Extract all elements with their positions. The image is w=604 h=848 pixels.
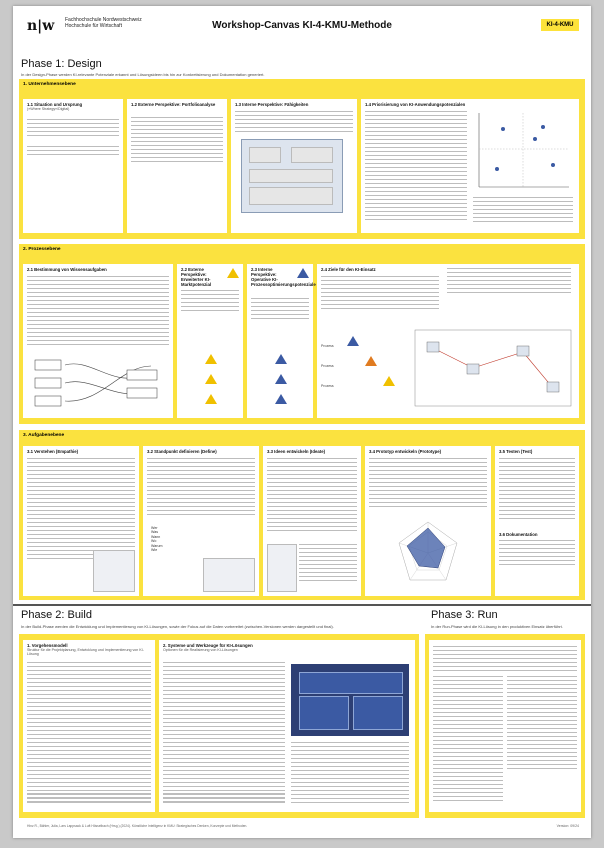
systems-diagram — [291, 664, 409, 736]
card-title: 3.1 Verstehen (Empathie) — [27, 449, 79, 454]
notes-lines — [251, 298, 309, 322]
card-title: 1.1 Situation und Ursprung — [27, 102, 83, 107]
card-title: 1.3 Interne Perspektive: Fähigkeiten — [235, 102, 309, 107]
section3-title: 3. Aufgabenebene — [23, 433, 65, 438]
ki4kmu-badge: KI-4-KMU — [541, 19, 579, 31]
card-title: 3.5 Testen (Test) — [499, 449, 533, 454]
card-vorgehensmodell — [23, 640, 155, 812]
card-testen — [495, 446, 579, 596]
footer-citation: Hinz R., Bähler, Julia, Lars Lappsack & Luft Hösselbach (Hrsg.) (2024). Künstliche Intelligenz in KMU: Strategisches Denken, Konzepte und Methoden. — [27, 824, 248, 828]
process-flow-diagram — [31, 356, 165, 412]
notes-lines — [499, 540, 575, 568]
notes-lines — [369, 458, 487, 510]
card-systeme-werkzeuge — [159, 640, 415, 812]
notes-lines — [433, 676, 503, 804]
ideate-illustration — [267, 544, 297, 592]
notes-lines — [499, 458, 575, 522]
card-title: 3.4 Prototyp entwickeln (Prototype) — [369, 449, 442, 454]
card-subtitle: (»Where Strategy«/Digital) — [27, 107, 70, 111]
card-title: 1. Vorgehensmodell — [27, 643, 68, 648]
card-title: 2.4 Ziele für den KI-Einsatz — [321, 267, 376, 272]
notes-lines — [147, 458, 255, 518]
card-title: 2.2 Externe Perspektive: Erweiterter KI-Marktpotenzial — [181, 267, 212, 287]
define-illustration — [203, 558, 255, 592]
poster-header — [13, 6, 591, 42]
yellow-triangle-icon — [227, 268, 239, 278]
blue-triangle-icon — [275, 374, 287, 384]
yellow-triangle-icon — [205, 354, 217, 364]
radar-chart — [393, 518, 463, 588]
phase2-subtitle: In der Build-Phase werden die Entwicklung und Implementierung von KI-Lösungen, sowie der Fokus auf die Daten vorbereitet (zwischen-Versionen werden dargestellt und final). — [21, 624, 334, 629]
card-subtitle: Optionen für die Realisierung von KI-Lösungen — [163, 648, 238, 652]
notes-lines — [27, 119, 119, 158]
yellow-triangle-icon — [205, 374, 217, 384]
phase-divider — [13, 604, 591, 606]
notes-lines — [473, 197, 573, 225]
card-faehigkeiten — [231, 99, 357, 233]
card-verstehen — [23, 446, 139, 596]
card-marktpotenzial — [177, 264, 243, 418]
priority-matrix — [473, 109, 573, 193]
phase1-subtitle: In der Design-Phase werden KI-relevante Potenziale erkannt und Lösungsideen bis hin zur Konkretisierung und Dokumentation generiert. — [21, 72, 265, 77]
footer-version: Version: 09/24 — [556, 824, 579, 828]
card-prozessoptimierung — [247, 264, 316, 418]
yellow-triangle-icon — [205, 394, 217, 404]
card-ideen — [263, 446, 361, 596]
section-unternehmensebene — [19, 79, 585, 239]
section-aufgabenebene — [19, 430, 585, 600]
notes-lines — [507, 676, 577, 772]
section2-title: 2. Prozessebene — [23, 247, 61, 252]
notes-lines — [299, 544, 357, 584]
card-title: 3.2 Standpunkt definieren (Define) — [147, 449, 217, 454]
documentation-heading: 3.6 Dokumentation — [499, 532, 538, 537]
notes-lines — [433, 646, 577, 674]
notes-lines — [163, 662, 285, 805]
section-prozessebene — [19, 244, 585, 424]
notes-lines — [321, 276, 439, 312]
blue-triangle-icon — [275, 394, 287, 404]
card-title: 1.4 Priorisierung von KI-Anwendungspotenzialen — [365, 102, 466, 107]
notes-lines — [235, 111, 353, 135]
question-list: Wer Was Wann Wo Warum Wie — [151, 526, 163, 553]
notes-lines — [447, 268, 571, 296]
card-title: 2.3 Interne Perspektive: Operative KI-Prozessoptimierungspotenziale — [251, 267, 316, 287]
fhnw-logo: n|w — [27, 18, 55, 34]
card-title: 3.3 Ideen entwickeln (Ideate) — [267, 449, 326, 454]
page-title: Workshop-Canvas KI-4-KMU-Methode — [212, 20, 392, 31]
card-portfolioanalyse — [127, 99, 227, 233]
section-build — [19, 634, 419, 818]
phase1-title: Phase 1: Design — [21, 58, 102, 70]
card-title: 2. Systeme und Werkzeuge für KI-Lösungen — [163, 643, 253, 648]
card-title: 1.2 Externe Perspektive: Portfolioanalyse — [131, 102, 216, 107]
notes-lines — [27, 276, 169, 348]
notes-lines — [181, 290, 239, 314]
notes-lines — [27, 662, 151, 805]
card-priorisierung — [361, 99, 579, 233]
card-wissensaufgaben — [23, 264, 173, 418]
notes-lines — [267, 458, 357, 534]
card-prototyp — [365, 446, 491, 596]
workshop-canvas-poster — [13, 6, 591, 838]
section1-title: 1. Unternehmensebene — [23, 82, 76, 87]
persona-image — [93, 550, 135, 592]
card-standpunkt — [143, 446, 259, 596]
prozess-zuordnung-diagram — [413, 328, 573, 408]
blue-triangle-icon — [275, 354, 287, 364]
institution-name: Fachhochschule Nordwestschweiz Hochschule für Wirtschaft — [65, 17, 142, 29]
card-situation — [23, 99, 123, 233]
notes-lines — [365, 111, 467, 223]
notes-lines — [131, 117, 223, 165]
notes-lines — [291, 742, 409, 806]
phase3-title: Phase 3: Run — [431, 609, 498, 621]
card-subtitle: Struktur für die Projektplanung, Entwicklung und Implementierung von KI-Lösung — [27, 648, 144, 656]
card-ziele: 2.4 Ziele für den KI-Einsatz Prozess Prozess Prozess — [317, 264, 579, 418]
phase2-title: Phase 2: Build — [21, 609, 92, 621]
section-run — [425, 634, 585, 818]
blue-triangle-icon — [297, 268, 309, 278]
notes-lines — [27, 458, 135, 562]
phase3-subtitle: In der Run-Phase wird die KI-Lösung in den produktiven Einsatz überführt. — [431, 624, 563, 629]
card-title: 2.1 Bestimmung von Wissensaufgaben — [27, 267, 107, 272]
card-run — [429, 640, 581, 812]
